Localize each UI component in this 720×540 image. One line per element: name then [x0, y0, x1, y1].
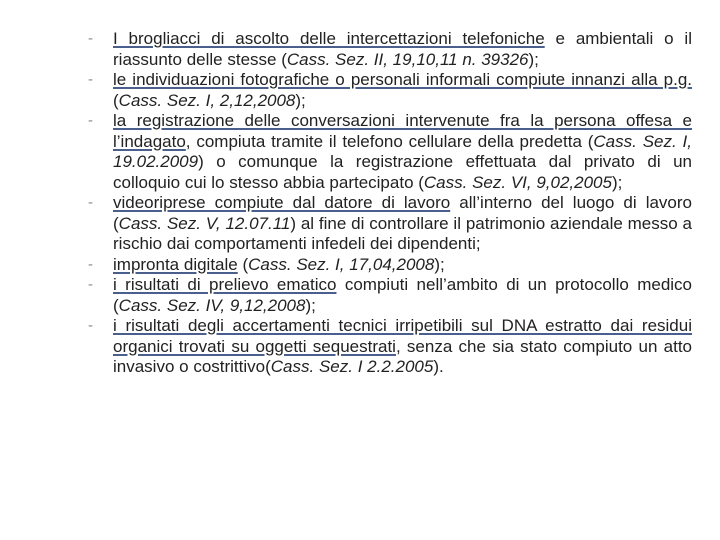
list-item-6: [88, 316, 692, 378]
list-item-5: [88, 275, 692, 316]
item-0-part-0: I brogliacci di ascolto delle intercettazioni telefoniche: [113, 29, 545, 48]
item-3-citation: Cass. Sez. V, 12.07.11: [118, 213, 291, 233]
item-2-citation-1: Cass. Sez. I, 19.02.2009: [113, 131, 692, 171]
item-1-part-0: le individuazioni fotografiche o personali informali compiute innanzi alla p.g.: [113, 70, 692, 89]
item-6-part-0: i risultati degli accertamenti tecnici irripetibili sul DNA estratto dai residui organici trovati su oggetti sequestrati: [113, 316, 692, 356]
dash-bullet: -: [88, 112, 93, 129]
list-item-3: [88, 193, 692, 255]
dash-bullet: -: [88, 194, 93, 211]
item-2-part-1: , compiuta tramite il telefono cellulare della predetta (: [185, 131, 594, 151]
case-law-list: [88, 29, 692, 378]
dash-bullet: -: [88, 71, 93, 88]
dash-bullet: -: [88, 317, 93, 334]
item-2-part-0: la registrazione delle conversazioni intervenute fra la persona offesa e l’indagato: [113, 111, 692, 151]
item-2-part-3: ) o comunque la registrazione effettuata dal privato di un colloquio cui lo stesso abbia partecipato (: [113, 152, 692, 192]
item-6-part-1: , senza che sia stato compiuto un atto invasivo o costrittivo(: [113, 336, 693, 376]
item-5-citation: Cass. Sez. IV, 9,12,2008: [118, 295, 306, 315]
item-1-citation: Cass. Sez. I, 2,12,2008: [118, 90, 296, 110]
list-item-0: [88, 29, 692, 70]
list-item-2: [88, 111, 692, 193]
dash-bullet: -: [88, 30, 93, 47]
dash-bullet: -: [88, 255, 93, 273]
item-5-part-0: i risultati di prelievo ematico: [113, 275, 337, 294]
item-0-part-3: );: [528, 49, 539, 69]
item-2-part-5: );: [611, 172, 623, 192]
item-0-part-1: e ambientali o il riassunto delle stesse (: [113, 29, 692, 69]
item-3-part-0: videoriprese compiute dal datore di lavoro: [113, 193, 451, 212]
item-6-part-3: ).: [433, 357, 444, 376]
item-2-citation-2: Cass. Sez. VI, 9,02,2005: [423, 172, 612, 192]
item-5-part-3: );: [305, 295, 316, 315]
item-0-citation: Cass. Sez. II, 19,10,11 n. 39326: [286, 49, 529, 69]
item-1-part-1: (: [113, 90, 119, 110]
item-6-citation: Cass. Sez. I 2.2.2005: [270, 357, 434, 376]
item-3-part-3: ) al fine di controllare il patrimonio aziendale messo a rischio dai comportamenti infedeli dei dipendenti;: [113, 213, 692, 253]
item-3-part-1: all’interno del luogo di lavoro (: [113, 193, 692, 233]
item-4-part-3: );: [434, 254, 445, 274]
item-1-part-3: );: [295, 90, 306, 110]
item-4-part-0: impronta digitale: [113, 254, 238, 274]
list-item-4: [88, 255, 692, 276]
list-item-1: [88, 70, 692, 111]
dash-bullet: -: [88, 276, 93, 293]
item-4-citation: Cass. Sez. I, 17,04,2008: [248, 254, 435, 274]
item-5-part-1: compiuti nell’ambito di un protocollo medico (: [113, 275, 693, 315]
item-4-part-1: (: [237, 254, 249, 274]
